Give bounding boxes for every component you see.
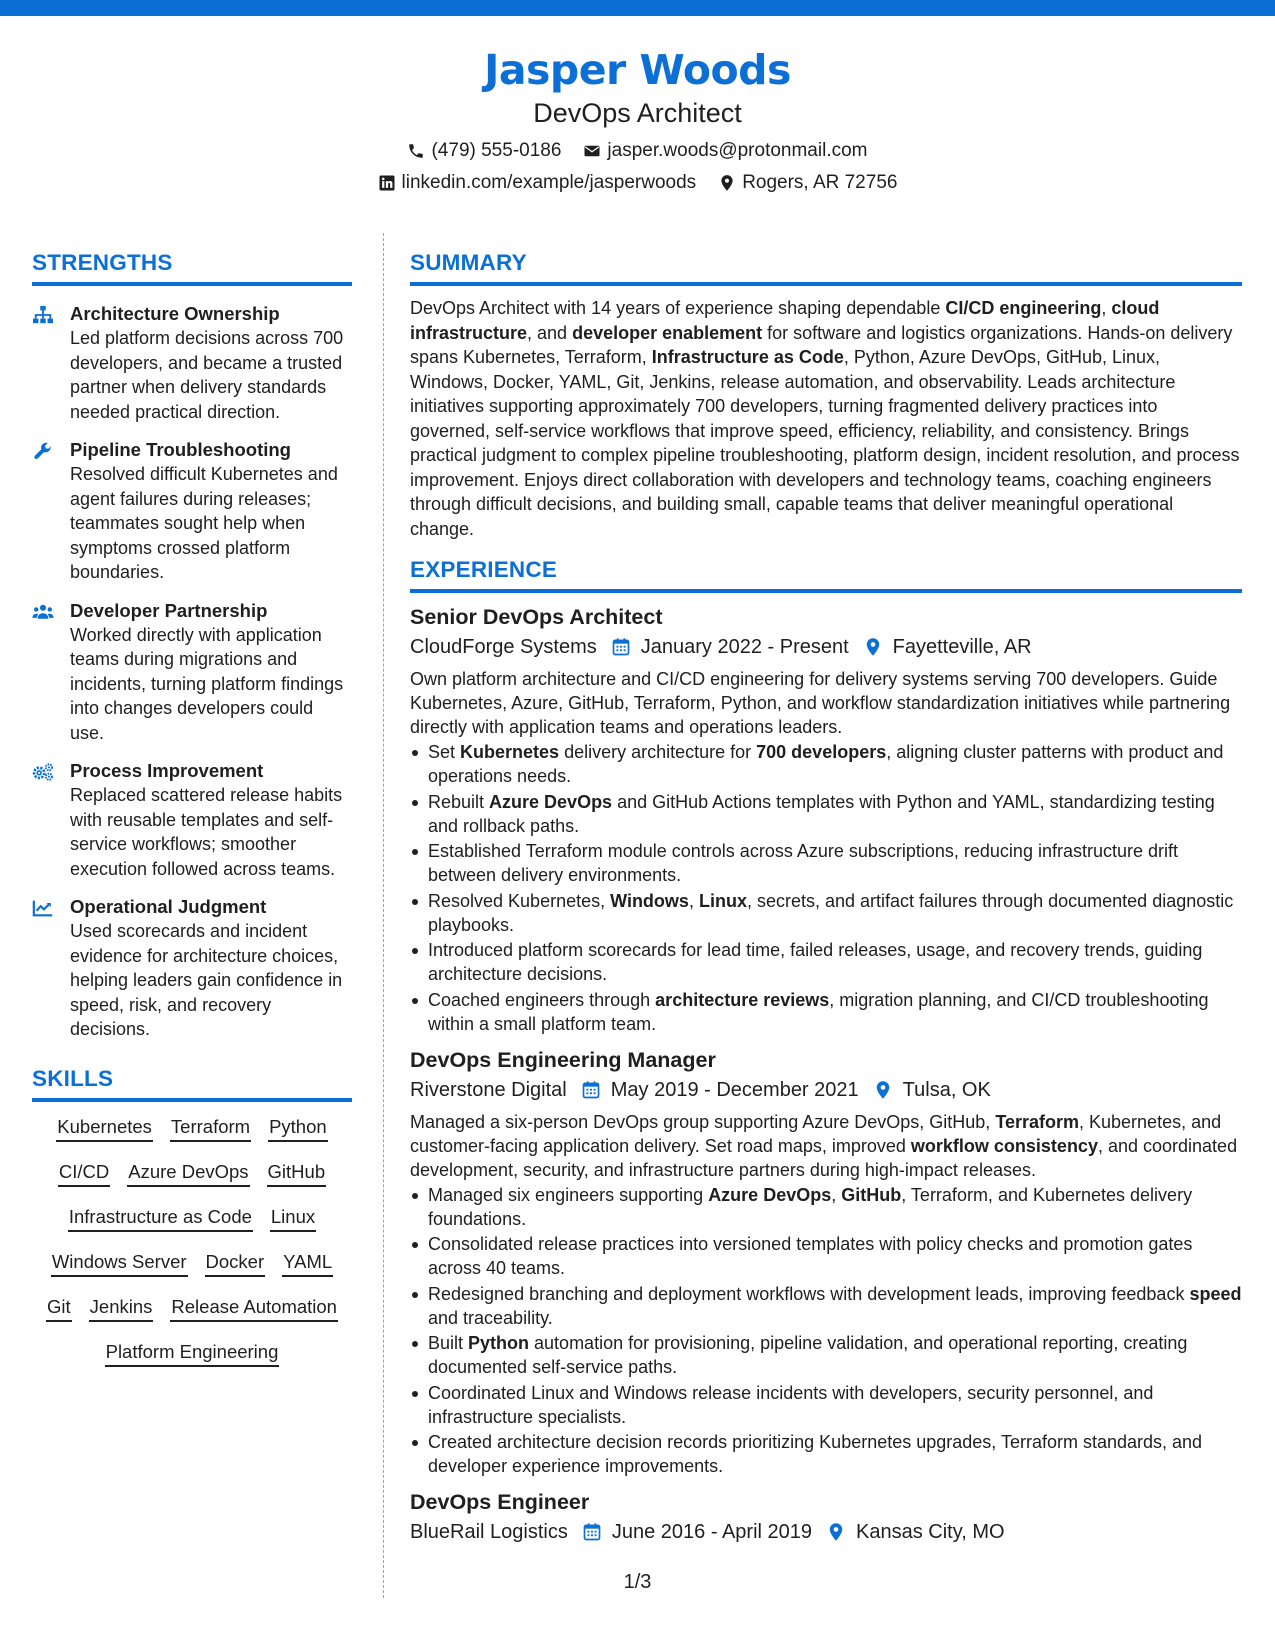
text-run: automation for provisioning, pipeline validation, and operational reporting, creating documented self-service paths.	[428, 1333, 1188, 1377]
text-run: , and	[527, 322, 573, 343]
job-dates: June 2016 - April 2019	[611, 1521, 813, 1543]
text-run: , secrets, and artifact failures through documented diagnostic playbooks.	[428, 890, 1234, 935]
skills-row	[32, 1114, 352, 1142]
text-run: Consolidated release practices into versioned templates with policy checks and promotion gates across 40 teams.	[428, 1234, 1193, 1278]
skills-list	[32, 1114, 352, 1367]
skill-tag: Git	[46, 1294, 72, 1322]
strength-text: Resolved difficult Kubernetes and agent failures during releases; teammates sought help when symptoms crossed platform boundaries.	[70, 464, 338, 582]
bullet-item	[410, 740, 1242, 788]
bold-text: architecture reviews	[655, 989, 830, 1010]
skills-row	[32, 1339, 352, 1367]
text-run: Managed a six-person DevOps group supporting Azure DevOps, GitHub,	[410, 1111, 996, 1132]
experience-heading: EXPERIENCE	[410, 555, 1242, 593]
linkedin-item	[378, 170, 697, 196]
text-run: Built	[428, 1333, 469, 1353]
skill-tag: Release Automation	[170, 1294, 338, 1322]
strength-body	[70, 302, 352, 424]
resume-header	[0, 44, 1275, 196]
location-item	[718, 170, 897, 196]
text-run: Created architecture decision records prioritizing Kubernetes upgrades, Terraform standards, and developer experience improvements.	[428, 1432, 1203, 1476]
skill-tag: CI/CD	[58, 1159, 110, 1187]
phone-text: (479) 555-0186	[431, 140, 562, 161]
org-chart-icon	[32, 302, 70, 424]
text-run: and GitHub Actions templates with Python and YAML, standardizing testing and rollback paths.	[428, 791, 1215, 836]
text-run: Rebuilt	[428, 791, 490, 812]
text-run: Managed six engineers supporting	[428, 1184, 709, 1205]
job-dates: January 2022 - Present	[640, 636, 849, 658]
skills-row	[32, 1294, 352, 1322]
job-title: DevOps Engineer	[410, 1490, 590, 1514]
bullet-item	[410, 938, 1242, 986]
bold-text: developer enablement	[572, 322, 763, 343]
skill-tag: YAML	[282, 1249, 333, 1277]
skills-row	[32, 1159, 352, 1187]
contact-row-2	[0, 170, 1275, 196]
contact-row-1	[0, 138, 1275, 164]
line-chart-icon	[32, 895, 70, 1042]
text-run: Introduced platform scorecards for lead time, failed releases, usage, and recovery trends, guiding architecture decisions.	[428, 940, 1203, 984]
email-text: jasper.woods@protonmail.com	[607, 140, 868, 161]
job-bullets	[410, 1183, 1242, 1479]
skill-tag: Linux	[270, 1204, 316, 1232]
phone-item	[407, 138, 561, 164]
candidate-name: Jasper Woods	[484, 46, 791, 94]
text-run: Redesigned branching and deployment workflows with development leads, improving feedback	[428, 1283, 1190, 1304]
job-entry	[410, 1045, 1242, 1479]
job-entry	[410, 602, 1242, 1036]
bold-text: 700 developers	[756, 742, 887, 762]
text-run: , and coordinated development, security, and infrastructure partners during high-impact releases.	[410, 1135, 1238, 1180]
strength-title: Developer Partnership	[70, 599, 268, 621]
text-run: ,	[831, 1184, 842, 1205]
skill-tag: Platform Engineering	[105, 1339, 280, 1367]
summary-heading: SUMMARY	[410, 248, 1242, 286]
skills-heading: SKILLS	[32, 1064, 352, 1102]
text-run: Set	[428, 742, 461, 762]
strength-title: Architecture Ownership	[70, 303, 280, 324]
strength-text: Worked directly with application teams during migrations and incidents, turning platform findings into changes developers could use.	[70, 624, 344, 743]
strength-body	[70, 759, 352, 881]
bold-text: cloud infrastructure	[410, 298, 1160, 343]
envelope-icon	[583, 142, 601, 160]
job-dates: May 2019 - December 2021	[610, 1078, 859, 1101]
gears-icon	[32, 759, 70, 881]
bold-text: workflow consistency	[910, 1135, 1098, 1156]
bullet-item	[410, 839, 1242, 887]
bullet-item	[410, 1183, 1242, 1231]
bold-text: CI/CD engineering	[945, 298, 1102, 318]
job-location: Fayetteville, AR	[892, 636, 1032, 658]
company-name: BlueRail Logistics	[410, 1521, 568, 1543]
text-run: Coordinated Linux and Windows release incidents with developers, security personnel, and infrastructure specialists.	[428, 1382, 1154, 1427]
job-meta	[410, 1075, 1242, 1105]
bold-text: Windows	[610, 890, 689, 911]
text-run: delivery architecture for	[559, 742, 757, 762]
map-pin-icon	[718, 174, 736, 192]
calendar-icon	[611, 637, 631, 657]
bold-text: Python	[468, 1333, 530, 1353]
skills-row	[32, 1249, 352, 1277]
candidate-title: DevOps Architect	[533, 98, 742, 128]
bullet-item	[410, 790, 1242, 838]
job-title: DevOps Engineering Manager	[410, 1047, 716, 1072]
job-entry	[410, 1487, 1242, 1547]
email-item	[583, 138, 867, 164]
bold-text: speed	[1189, 1283, 1242, 1304]
job-bullets	[410, 740, 1242, 1036]
strength-item	[32, 438, 352, 585]
skill-tag: Terraform	[170, 1114, 251, 1142]
job-location: Tulsa, OK	[902, 1078, 991, 1101]
bold-text: Infrastructure as Code	[651, 347, 844, 367]
text-run: ,	[1101, 298, 1112, 318]
strength-item	[32, 759, 352, 881]
job-title: Senior DevOps Architect	[410, 605, 663, 629]
text-run: , Terraform, and Kubernetes delivery foundations.	[428, 1184, 1193, 1229]
job-description	[410, 667, 1242, 739]
bullet-item	[410, 1282, 1242, 1330]
bold-text: Terraform	[995, 1111, 1080, 1132]
job-meta	[410, 632, 1242, 662]
linkedin-icon	[378, 174, 396, 192]
strength-text: Led platform decisions across 700 developers, and became a trusted partner when delivery standards needed practical direction.	[70, 328, 344, 422]
calendar-icon	[582, 1522, 602, 1542]
users-icon	[32, 599, 70, 746]
text-run: DevOps Architect with 14 years of experience shaping dependable	[410, 298, 946, 318]
strength-body	[70, 438, 352, 585]
bullet-item	[410, 1430, 1242, 1478]
map-pin-icon	[873, 1080, 893, 1100]
bullet-item	[410, 1232, 1242, 1280]
top-accent-bar	[0, 0, 1275, 16]
strength-text: Replaced scattered release habits with reusable templates and self-service workflows; smoother execution followed across teams.	[70, 785, 343, 879]
text-run: and traceability.	[428, 1307, 553, 1328]
page-number: 1/3	[623, 1571, 652, 1593]
company-name: Riverstone Digital	[410, 1078, 567, 1101]
job-description	[410, 1110, 1242, 1182]
strengths-list	[32, 302, 352, 1042]
skill-tag: Infrastructure as Code	[68, 1204, 253, 1232]
summary-text	[410, 296, 1242, 541]
company-name: CloudForge Systems	[410, 636, 597, 658]
bullet-item	[410, 889, 1242, 937]
text-run: Coached engineers through	[428, 989, 656, 1010]
strength-title: Pipeline Troubleshooting	[70, 439, 291, 460]
skill-tag: Windows Server	[51, 1249, 188, 1277]
skill-tag: Python	[268, 1114, 328, 1142]
text-run: ,	[688, 890, 699, 911]
location-text: Rogers, AR 72756	[742, 172, 898, 193]
bullet-item	[410, 988, 1242, 1036]
skill-tag: Kubernetes	[56, 1114, 153, 1142]
text-run: Own platform architecture and CI/CD engineering for delivery systems serving 700 developers. Guide Kubernetes, Azure, GitHub, Terraform, Python, and workflow standardization initiatives while partnering directly with application teams and operations leaders.	[410, 669, 1231, 737]
skill-tag: Azure DevOps	[127, 1159, 249, 1187]
left-column	[32, 248, 352, 1384]
bold-text: Azure DevOps	[489, 791, 613, 812]
job-meta	[410, 1517, 1242, 1547]
strength-text: Used scorecards and incident evidence for architecture choices, helping leaders gain confidence in speed, risk, and recovery decisions.	[70, 921, 343, 1039]
map-pin-icon	[863, 637, 883, 657]
experience-section	[410, 555, 1242, 1547]
text-run: , Python, Azure DevOps, GitHub, Linux, Windows, Docker, YAML, Git, Jenkins, release automation, and observability. Leads architecture initiatives supporting approximately 700 developers, turning fragmented delivery practices into governed, self-service workflows that improve speed, efficiency, reliability, and consistency. Brings practical judgment to complex pipeline troubleshooting, platform design, incident resolution, and process improvement. Enjoys direct collaboration with developers and technology teams, coaching engineers through difficult decisions, and building small, capable teams that deliver meaningful operational change.	[410, 347, 1240, 539]
skills-row	[32, 1204, 352, 1232]
text-run: Established Terraform module controls across Azure subscriptions, reducing infrastructure drift between delivery environments.	[428, 841, 1178, 885]
calendar-icon	[581, 1080, 601, 1100]
text-run: for software and logistics organizations. Hands-on delivery spans Kubernetes, Terraform,	[410, 322, 1233, 367]
strengths-heading: STRENGTHS	[32, 248, 352, 286]
strength-title: Operational Judgment	[70, 896, 267, 917]
bold-text: Azure DevOps	[708, 1184, 832, 1205]
phone-icon	[407, 142, 425, 160]
text-run: , Kubernetes, and customer-facing application delivery. Set road maps, improved	[410, 1111, 1222, 1156]
strength-body	[70, 599, 352, 746]
bold-text: Linux	[698, 890, 747, 911]
strength-item	[32, 599, 352, 746]
text-run: Resolved Kubernetes,	[428, 890, 611, 911]
right-column	[410, 248, 1242, 1547]
job-location: Kansas City, MO	[856, 1521, 1005, 1543]
jobs-list	[410, 602, 1242, 1547]
text-run: , migration planning, and CI/CD troubleshooting within a small platform team.	[428, 989, 1209, 1034]
bold-text: GitHub	[841, 1184, 902, 1205]
bullet-item	[410, 1331, 1242, 1379]
strength-body	[70, 895, 352, 1042]
linkedin-text: linkedin.com/example/jasperwoods	[401, 172, 697, 193]
skill-tag: Docker	[205, 1249, 266, 1277]
map-pin-icon	[826, 1522, 846, 1542]
bold-text: Kubernetes	[460, 742, 560, 762]
wrench-icon	[32, 438, 70, 585]
column-divider	[383, 233, 384, 1598]
strength-item	[32, 302, 352, 424]
skill-tag: GitHub	[267, 1159, 327, 1187]
skill-tag: Jenkins	[89, 1294, 154, 1322]
strength-item	[32, 895, 352, 1042]
strength-title: Process Improvement	[70, 760, 264, 781]
text-run: , aligning cluster patterns with product and operations needs.	[428, 742, 1224, 786]
bullet-item	[410, 1381, 1242, 1429]
